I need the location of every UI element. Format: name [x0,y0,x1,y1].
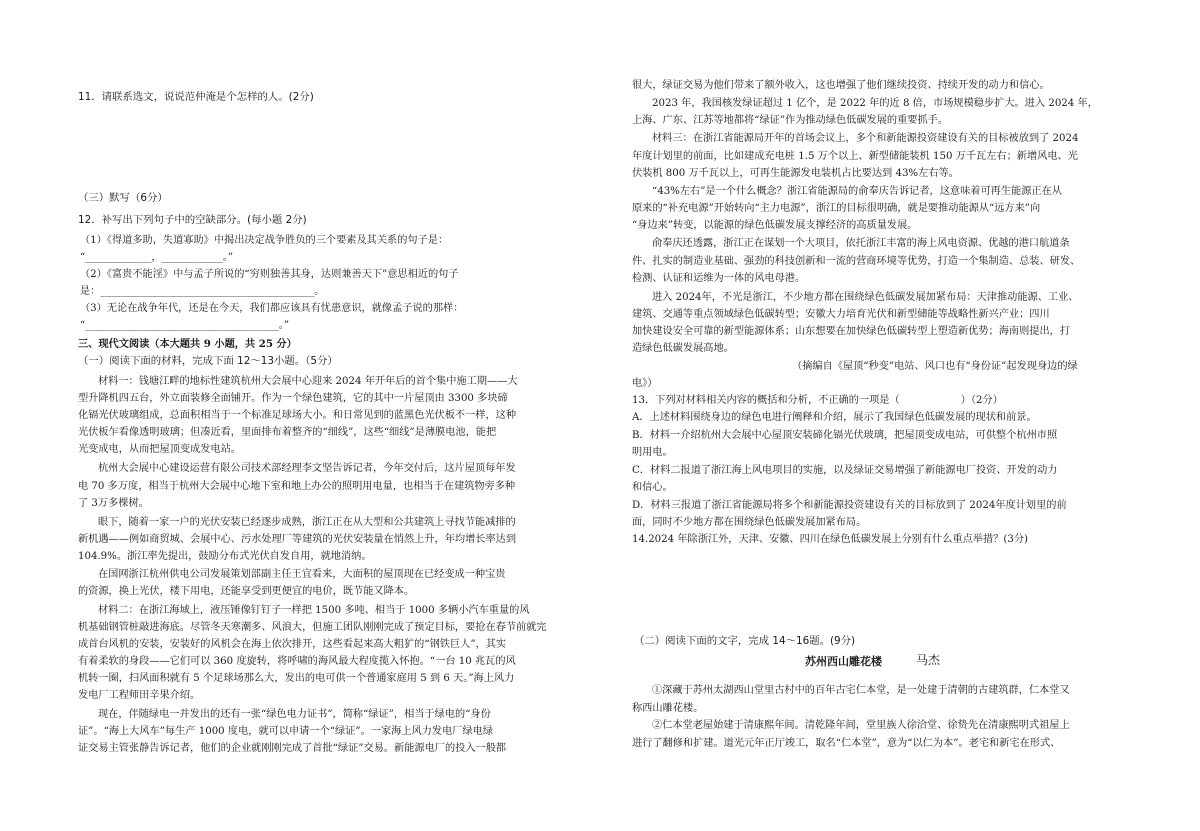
material-1-line: 化镉光伏玻璃组成，总面积相当于一个标准足球场大小。和日常见到的蓝黑色光伏板不一样，这种 [78,410,517,421]
question-14: 14.2024 年除浙江外，天津、安徽、四川在绿色低碳发展上分别有什么重点举措？(3分) [632,534,1028,545]
material-3-line: 检测、认证和运维为一体的风电母港。 [632,273,806,284]
article-paragraph-line: ②仁本堂老屋始建于清康熙年间。清乾隆年间，堂里族人徐洽堂、徐贽先在清康熙明式祖屋上 [652,720,1070,731]
article-paragraph-line: 进行了翻修和扩建。道光元年正厅竣工，取名“仁本堂”，意为“以仁为本”。老宅和新宅在形式、 [632,738,1061,749]
question-13-option-c: 和信心。 [632,482,673,493]
article-paragraph-line: ①深藏于苏州太湖西山堂里古村中的百年古宅仁本堂，是一处建于清朝的古建筑群，仁本堂又 [652,685,1070,696]
question-13: 13．下列对材料相关内容的概括和分析，不正确的一项是（ ）（2分） [632,395,1003,406]
question-13-option-d: 面，同时不少地方都在围绕绿色低碳发展加紧布局。 [632,517,867,528]
material-1-line: 的资源，换上光伏，楼下用电，还能享受到更便宜的电价，既节能又降本。 [78,586,415,597]
material-3-line: 俞奉庆还透露，浙江正在谋划一个大项目，依托浙江丰富的海上风电资源、优越的港口航道条 [652,238,1070,249]
material-3-line: 进入 2024年，不光是浙江，不少地方都在围绕绿色低碳发展加紧布局：天津推动能源、工业、 [652,292,1079,303]
section-heading-reading: 三、现代文阅读（本大题共 9 小题，共 25 分） [78,338,297,350]
material-1-line: 在国网浙江杭州供电公司发展策划部副主任王宜看来，大面积的屋顶现在已经变成一种宝贵 [98,569,506,580]
question-12-item-2: （2）《富贵不能淫》中与孟子所说的“穷则独善其身，达则兼善天下”意思相近的句子 [80,269,459,280]
source-citation: （摘编自《屋顶“秒变”电站、风口也有“身份证”起发现身边的绿 [792,361,1078,372]
material-2-line: 机基础钢管桩敲进海底。尽管冬天寒潮多、风浪大，但施工团队刚刚完成了预定目标，要抢在春节前就完 [78,622,547,633]
material-1-line: 了 3万多棵树。 [78,498,149,509]
source-citation: 电》） [632,378,658,389]
question-12-item-1: （1）《得道多助，失道寡助》中揭出决定战争胜负的三个要素及其关系的句子是： [80,235,449,246]
material-1-line: 杭州大会展中心建设运营有限公司技术部经理李文坚告诉记者，今年交付后，这片屋顶每年发 [98,463,516,474]
material-2-line: 有着柔软的身段——它们可以 360 度旋转，将呼啸的海风最大程度揽入怀抱。“一台 10 兆瓦的风 [78,656,516,667]
reading-1-instructions: （一）阅读下面的材料，完成下面 12～13小题。（5分） [78,355,338,367]
material-1-line: 新机遇——例如商贸城、会展中心、污水处理厂等建筑的光伏安装量在悄然上升，年均增长率达到 [78,534,517,545]
article-author: 马杰 [916,653,941,667]
question-12-item-3: （3）无论在战争年代，还是在今天，我们都应该具有忧患意识，就像孟子说的那样： [80,303,464,314]
material-1-line: 104.9%。浙江率先提出，鼓励分布式光伏自发自用，就地消纳。 [78,551,372,562]
question-12: 12．补写出下列句子中的空缺部分。(每小题 2分) [78,214,307,226]
material-3-line: “身边来”转变，以能源的绿色低碳发展支撑经济的高质量发展。 [632,220,918,231]
article-title: 苏州西山雕花楼 [805,655,882,668]
material-2-line: 上海、广东、江苏等地都将“绿证”作为推动绿色低碳发展的重要抓手。 [632,115,949,126]
material-2-line: 材料二：在浙江海域上，液压锤像钉钉子一样把 1500 多吨、相当于 1000 多辆小汽车重量的风 [98,605,530,616]
material-1-line: 材料一：钱塘江畔的地标性建筑杭州大会展中心迎来 2024 年开年后的首个集中施工期——大 [98,376,518,387]
material-2-line: 证”。“海上大风车”每生产 1000 度电，就可以申请一个“绿证”。一家海上风力发电厂绿电绿 [78,726,494,737]
material-1-line: 光变成电，从而把屋顶变成发电站。 [78,444,241,455]
question-12-blank-3: “______________________________________。” [80,320,290,331]
material-1-line: 型升降机四五台，外立面装修全面铺开。作为一个绿色建筑，它的其中一片屋顶由 3300 多块碲 [78,393,508,404]
material-3-line: 伏装机 800 万千瓦以上，可再生能源发电装机占比要达到 43%左右等。 [632,168,959,179]
material-2-line: 成首台风机的安装，安装好的风机会在海上依次排开，这些看起来高大粗犷的“钢铁巨人”，其实 [78,639,507,650]
question-13-option-d: D．材料三报道了浙江省能源局将多个和新能源投资建设有关的目标放到了 2024年度计划里的前 [632,500,1067,511]
question-13-option-c: C．材料二报道了浙江海上风电项目的实施，以及绿证交易增强了新能源电厂投资、开发的动力 [632,465,1058,476]
material-2-line: 现在，伴随绿电一并发出的还有一张“绿色电力证书”，简称“绿证”，相当于绿电的“身份 [98,709,491,720]
article-paragraph-line: 称西山雕花楼。 [632,703,704,714]
question-12-blank-2: 是：__________________________________________。 [80,286,325,297]
section-heading-dictation: （三）默写（6分） [78,192,168,204]
material-3-line: “43%左右”是一个什么概念？浙江省能源局的俞奉庆告诉记者，这意味着可再生能源正在从 [652,186,1062,197]
material-1-line: 光伏板乍看像透明玻璃；但凑近看，里面排布着整齐的“细线”，这些“细线”是薄膜电池，能把 [78,427,497,438]
material-2-line: 很大，绿证交易为他们带来了额外收入，这也增强了他们继续投资、持续开发的动力和信心。 [632,80,1050,91]
reading-2-instructions: （二）阅读下面的文字，完成 14～16题。(9分) [634,635,856,647]
material-2-line: 证交易主管张静告诉记者，他们的企业就刚刚完成了首批“绿证”交易。新能源电厂的投入一般都 [78,743,507,754]
material-3-line: 加快建设安全可靠的新型能源体系；山东想要在加快绿色低碳转型上塑造新优势；海南则提出，打 [632,326,1071,337]
question-13-option-b: B．材料一介绍杭州大会展中心屋顶安装碲化镉光伏玻璃，把屋顶变成电站，可供整个杭州市照 [632,430,1058,441]
question-13-option-a: A．上述材料围绕身边的绿色电进行阐释和介绍，展示了我国绿色低碳发展的现状和前景。 [632,412,1037,423]
question-11: 11．请联系选文，说说范仲淹是个怎样的人。(2分) [78,91,314,103]
material-2-line: 发电厂工程师田辛果介绍。 [78,690,201,701]
material-3-line: 造绿色低碳发展高地。 [632,343,734,354]
material-3-line: 材料三：在浙江省能源局开年的首场会议上，多个和新能源投资建设有关的目标被放到了 2024 [652,133,1079,144]
material-2-line: 2023 年，我国核发绿证超过 1 亿个，是 2022 年的近 8 倍，市场规模稳步扩大。进入 2024 年， [652,98,1098,109]
material-3-line: 年度计划里的前面，比如建成充电桩 1.5 万个以上、新型储能装机 150 万千瓦左右；新增风电、光 [632,151,1078,162]
material-3-line: 建筑、交通等重点领域绿色低碳转型；安徽大力培育光伏和新型储能等战略性新兴产业；四川 [632,309,1050,320]
material-2-line: 机转一圈，扫风面积就有 5 个足球场那么大，发出的电可供一个普通家庭用 5 到 6 天。”海上风力 [78,673,515,684]
material-3-line: 件、扎实的制造业基础、强劲的科技创新和一流的营商环境等优势，打造一个集制造、总装、研发、 [632,256,1081,267]
material-1-line: 电 70 多万度，相当于杭州大会展中心地下室和地上办公的照明用电量，也相当于在建筑物旁多种 [78,481,516,492]
question-13-option-b: 明用电。 [632,447,673,458]
question-12-blank-1: “_____________，____________。” [80,252,234,263]
material-3-line: 原来的“补充电源”开始转向“主力电源”，浙江的目标很明确，就是要推动能源从“远方来”向 [632,203,1041,214]
material-1-line: 眼下，随着一家一户的光伏安装已经逐步成熟，浙江正在从大型和公共建筑上寻找节能减排的 [98,517,516,528]
